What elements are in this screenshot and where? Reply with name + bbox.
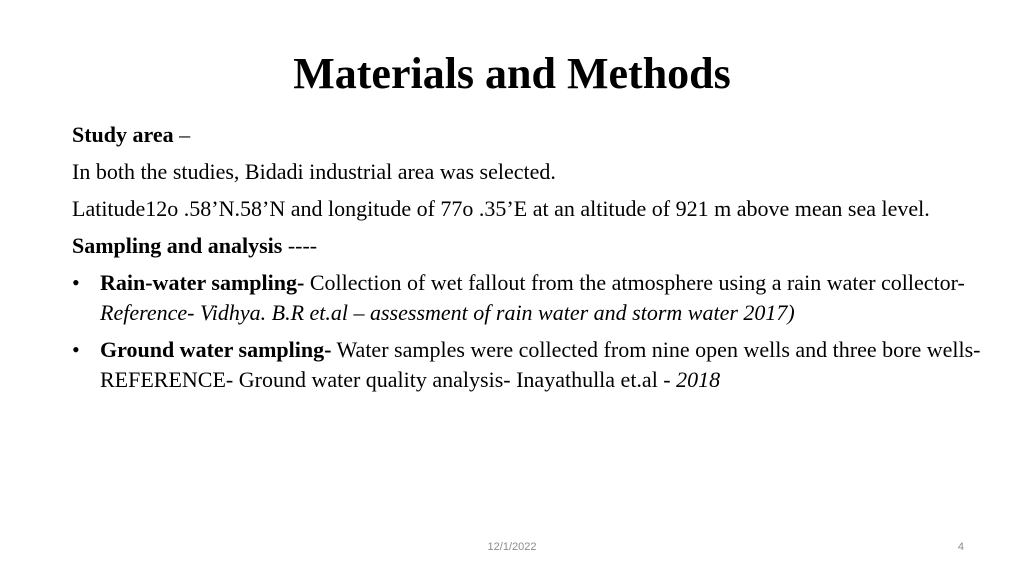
study-area-line-2: Latitude12o .58’N.58’N and longitude of 77o .35’E at an altitude of 921 m above mean sea level. — [72, 196, 930, 221]
study-area-line-1: In both the studies, Bidadi industrial area was selected. — [72, 159, 556, 184]
bullet-text: Collection of wet fallout from the atmosphere using a rain water collector- — [304, 270, 965, 295]
bullet-reference: Reference- Vidhya. B.R et.al – assessment of rain water and storm water 2017) — [100, 300, 795, 325]
bullet-text: Water samples were collected from nine open wells and three bore wells- REFERENCE- Ground water quality analysis- Inayathulla et.al - — [100, 337, 981, 392]
study-area-heading-line — [72, 120, 982, 150]
bullet-ground-water — [72, 335, 982, 395]
footer-page-number: 4 — [957, 541, 964, 553]
bullet-marker: • — [72, 337, 80, 362]
bullet-label: Rain-water sampling- — [100, 270, 305, 295]
bullet-rain-water — [72, 268, 982, 328]
sampling-heading-suffix: ---- — [282, 233, 318, 258]
slide-body — [72, 120, 982, 402]
study-area-heading-suffix: – — [173, 122, 191, 147]
footer-date: 12/1/2022 — [487, 541, 537, 553]
bullet-year: 2018 — [676, 367, 721, 392]
sampling-heading: Sampling and analysis — [72, 233, 283, 258]
slide-title: Materials and Methods — [293, 49, 731, 98]
sampling-heading-line — [72, 231, 982, 261]
bullet-label: Ground water sampling- — [100, 337, 332, 362]
study-area-heading: Study area — [72, 122, 174, 147]
bullet-marker: • — [72, 270, 80, 295]
